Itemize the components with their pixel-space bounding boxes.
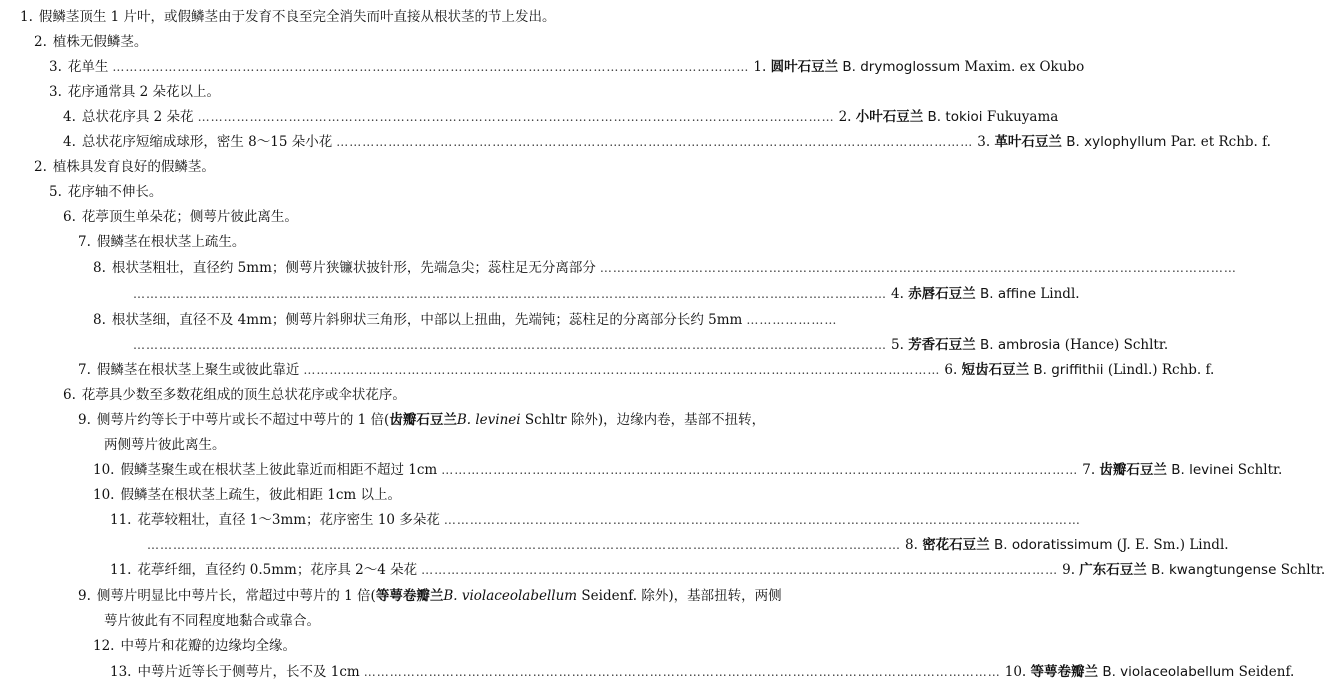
author: Lindl. <box>1040 286 1080 302</box>
key-result <box>891 282 1080 306</box>
genus-abbr: B. <box>979 286 994 302</box>
key-line-12 <box>133 282 1080 306</box>
key-text: 两侧萼片彼此离生。 <box>104 437 226 453</box>
result-number: 7. <box>1082 462 1096 478</box>
key-text: 花葶较粗壮，直径 1～3mm；花序密生 10 多朵花 <box>137 512 440 528</box>
key-line-6 <box>63 130 1271 154</box>
key-line-25 <box>104 609 843 633</box>
result-number: 6. <box>944 362 958 378</box>
result-number: 2. <box>838 109 852 125</box>
key-text: 中萼片和花瓣的边缘均全缘。 <box>120 638 296 654</box>
key-text: 花葶顶生单朵花；侧萼片彼此离生。 <box>81 209 298 225</box>
key-text: 花单生 <box>67 59 109 75</box>
key-number: 8. <box>93 312 106 328</box>
key-line-22 <box>147 533 1229 557</box>
result-number: 4. <box>891 286 904 302</box>
leader-dots: ………………………………………………………………………………………………………………………………… <box>421 563 1059 577</box>
key-line-17 <box>78 408 843 432</box>
key-line-1 <box>20 5 843 29</box>
key-number: 1. <box>20 9 33 25</box>
genus-abbr: B. <box>1151 562 1165 578</box>
key-line-18 <box>104 433 843 457</box>
result-number: 5. <box>891 337 904 353</box>
key-number: 4. <box>63 109 76 125</box>
key-text: 假鳞茎顶生 1 片叶，或假鳞茎由于发育不良至完全消失而叶直接从根状茎的节上发出。 <box>38 9 556 25</box>
latin-epithet: kwangtungense <box>1168 562 1277 578</box>
latin-name: B. violaceolabellum <box>443 588 578 604</box>
key-line-8 <box>49 180 843 204</box>
key-number: 9. <box>78 588 91 604</box>
key-result <box>944 358 1214 382</box>
latin-epithet: odoratissimum <box>1011 537 1113 553</box>
key-number: 13. <box>110 664 132 680</box>
latin-epithet: xylophyllum <box>1084 134 1167 150</box>
key-number: 6. <box>63 209 76 225</box>
leader-dots: ………………………………………………………………………………………………………………………………… <box>599 261 1237 275</box>
key-result <box>977 130 1271 154</box>
key-result <box>905 533 1229 557</box>
key-text: Seidenf. 除外)，基部扭转，两侧 <box>577 588 782 604</box>
chinese-name: 芳香石豆兰 <box>908 337 976 353</box>
key-text: 侧萼片明显比中萼片长，常超过中萼片的 1 倍( <box>96 588 376 604</box>
key-line-24 <box>78 584 843 608</box>
key-number: 7. <box>78 362 91 378</box>
author: (J. E. Sm.) Lindl. <box>1116 537 1229 553</box>
key-line-9 <box>63 205 843 229</box>
key-line-23 <box>110 558 1325 582</box>
key-line-10 <box>78 230 843 254</box>
genus-abbr: B. <box>1033 362 1047 378</box>
key-line-4 <box>49 80 843 104</box>
key-line-20 <box>93 483 843 507</box>
chinese-name: 革叶石豆兰 <box>994 134 1062 150</box>
key-number: 3. <box>49 84 62 100</box>
chinese-name: 齿瓣石豆兰 <box>1099 462 1167 478</box>
leader-dots: ………………………………………………………………………………………………………………………………………………………… <box>147 538 901 552</box>
author: Schltr. <box>1237 462 1283 478</box>
latin-epithet: griffithii <box>1051 362 1104 378</box>
author: (Hance) Schltr. <box>1064 337 1169 353</box>
author: Par. et Rchb. f. <box>1170 134 1271 150</box>
chinese-name: 小叶石豆兰 <box>855 109 924 125</box>
key-text: 假鳞茎聚生或在根状茎上彼此靠近而相距不超过 1cm <box>120 462 438 478</box>
key-line-26 <box>93 634 843 658</box>
key-text: 根状茎粗壮，直径约 5mm；侧萼片狭镰状披针形，先端急尖；蕊柱足无分离部分 <box>111 260 596 276</box>
key-text: 萼片彼此有不同程度地黏合或靠合。 <box>104 613 320 629</box>
key-text: 花序轴不伸长。 <box>67 184 163 200</box>
result-number: 8. <box>905 537 918 553</box>
leader-dots: ………………………………………………………………………………………………………………………………… <box>443 513 1081 527</box>
key-text: 假鳞茎在根状茎上疏生，彼此相距 1cm 以上。 <box>120 487 402 503</box>
chinese-name: 圆叶石豆兰 <box>770 59 839 75</box>
key-number: 10. <box>93 487 115 503</box>
latin-epithet: drymoglossum <box>860 59 961 75</box>
result-number: 10. <box>1004 664 1027 680</box>
key-number: 11. <box>110 562 132 578</box>
key-line-5 <box>63 105 1059 129</box>
leader-dots: ………………………………………………………………………………………………………………………………………………………… <box>133 338 887 352</box>
key-number: 7. <box>78 234 91 250</box>
key-line-11 <box>93 256 1237 280</box>
leader-dots: ………………………………………………………………………………………………………………………………… <box>303 363 941 377</box>
key-text: 假鳞茎在根状茎上聚生或彼此靠近 <box>96 362 300 378</box>
latin-epithet: affine <box>997 286 1037 302</box>
latin-name: B. levinei <box>456 412 521 428</box>
key-number: 4. <box>63 134 76 150</box>
key-text: 根状茎细，直径不及 4mm；侧萼片斜卵状三角形，中部以上扭曲，先端钝；蕊柱足的分离部分长约 5mm <box>111 312 743 328</box>
genus-abbr: B. <box>993 537 1008 553</box>
key-line-7 <box>34 155 843 179</box>
key-number: 12. <box>93 638 115 654</box>
key-number: 2. <box>34 159 47 175</box>
key-number: 3. <box>49 59 62 75</box>
key-line-19 <box>93 458 1283 482</box>
key-result <box>891 333 1168 357</box>
key-result <box>1005 660 1295 684</box>
key-text: 侧萼片约等长于中萼片或长不超过中萼片的 1 倍( <box>96 412 390 428</box>
key-result <box>839 105 1059 129</box>
key-line-21 <box>110 508 1081 532</box>
author: Seidenf. <box>1238 664 1295 680</box>
key-result <box>1082 458 1282 482</box>
key-text: 花葶具少数至多数花组成的顶生总状花序或伞状花序。 <box>81 387 406 403</box>
key-line-15 <box>78 358 1215 382</box>
genus-abbr: B. <box>927 109 942 125</box>
leader-dots: ………………………………………………………………………………………………………………………………… <box>336 135 974 149</box>
key-number: 6. <box>63 387 76 403</box>
latin-epithet: levinei <box>1189 462 1234 478</box>
key-text: 植株无假鳞茎。 <box>52 34 148 50</box>
key-text: 总状花序具 2 朵花 <box>81 109 194 125</box>
leader-dots: ………………………………………………………………………………………………………………………………… <box>441 463 1079 477</box>
key-line-2 <box>34 30 843 54</box>
chinese-name: 赤唇石豆兰 <box>908 286 976 302</box>
genus-abbr: B. <box>1171 462 1185 478</box>
result-number: 9. <box>1062 562 1075 578</box>
chinese-name: 短齿石豆兰 <box>961 362 1030 378</box>
key-text: Schltr 除外)，边缘内卷，基部不扭转， <box>520 412 766 428</box>
genus-abbr: B. <box>1066 134 1080 150</box>
key-text: 假鳞茎在根状茎上疏生。 <box>96 234 246 250</box>
key-result <box>1062 558 1325 582</box>
key-text: 植株具发育良好的假鳞茎。 <box>52 159 215 175</box>
key-line-27 <box>110 660 1295 684</box>
key-text: 花序通常具 2 朵花以上。 <box>67 84 221 100</box>
key-text: 花葶纤细，直径约 0.5mm；花序具 2～4 朵花 <box>137 562 418 578</box>
chinese-name: 齿瓣石豆兰 <box>389 412 457 428</box>
key-text: 总状花序短缩成球形，密生 8～15 朵小花 <box>81 134 333 150</box>
key-line-3 <box>49 55 1085 79</box>
key-result <box>753 55 1084 79</box>
chinese-name: 密花石豆兰 <box>922 537 990 553</box>
author: (Lindl.) Rchb. f. <box>1107 362 1215 378</box>
key-text: 中萼片近等长于侧萼片，长不及 1cm <box>137 664 360 680</box>
genus-abbr: B. <box>1102 664 1116 680</box>
key-number: 5. <box>49 184 62 200</box>
genus-abbr: B. <box>842 59 856 75</box>
author: Schltr. <box>1280 562 1325 578</box>
result-number: 1. <box>753 59 767 75</box>
result-number: 3. <box>977 134 991 150</box>
leader-dots: ………………………………………………………………………………………………………………………………… <box>112 60 750 74</box>
chinese-name: 广东石豆兰 <box>1079 562 1147 578</box>
key-line-14 <box>133 333 1169 357</box>
key-line-13 <box>93 308 843 332</box>
genus-abbr: B. <box>979 337 994 353</box>
chinese-name: 等萼卷瓣兰 <box>375 588 444 604</box>
key-number: 11. <box>110 512 132 528</box>
key-number: 9. <box>78 412 91 428</box>
author: Fukuyama <box>986 109 1059 125</box>
latin-epithet: ambrosia <box>997 337 1061 353</box>
latin-epithet: violaceolabellum <box>1120 664 1235 680</box>
leader-dots: ………………………………………………………………………………………………………………………………………………………… <box>133 287 887 301</box>
latin-epithet: tokioi <box>945 109 983 125</box>
leader-dots: ………………… <box>746 313 838 327</box>
leader-dots: ………………………………………………………………………………………………………………………………… <box>197 110 835 124</box>
chinese-name: 等萼卷瓣兰 <box>1030 664 1099 680</box>
leader-dots: ………………………………………………………………………………………………………………………………… <box>363 665 1001 679</box>
key-number: 2. <box>34 34 47 50</box>
author: Maxim. ex Okubo <box>964 59 1085 75</box>
key-number: 10. <box>93 462 115 478</box>
key-line-16 <box>63 383 843 407</box>
key-number: 8. <box>93 260 106 276</box>
